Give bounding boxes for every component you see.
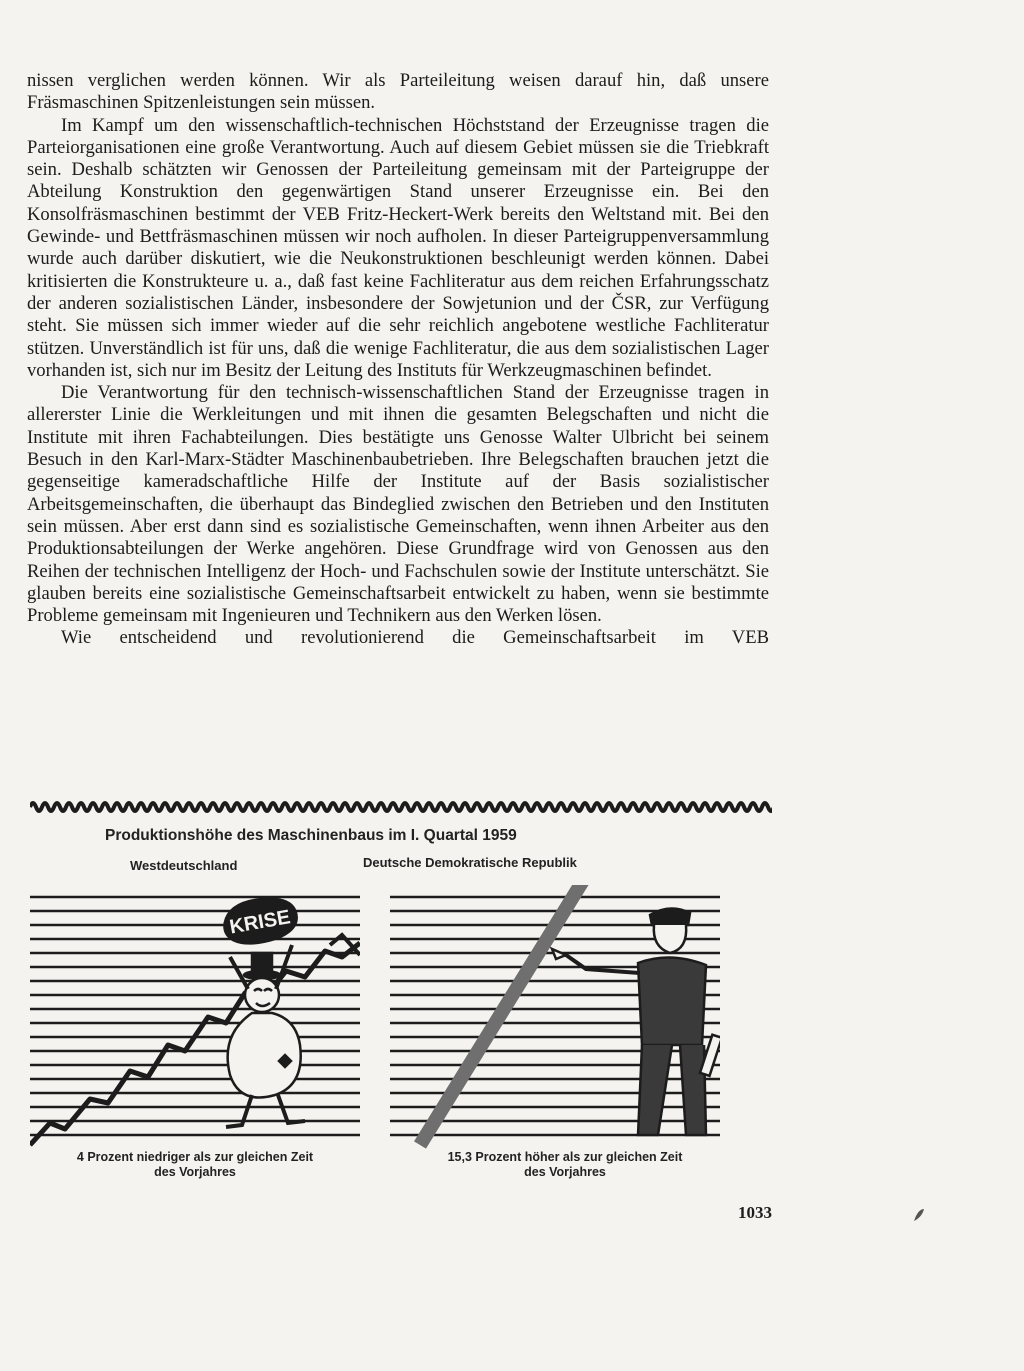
caption-west-line-2: des Vorjahres bbox=[154, 1165, 236, 1179]
body-text bbox=[27, 70, 769, 650]
paragraph-2: Im Kampf um den wissenschaftlich-technischen Höchststand der Erzeugnisse tragen die Parteiorganisationen eine große Verantwortung. Auch auf diesem Gebiet müssen sie die Triebkraft sein. Deshalb schätzten wir Genossen der Parteileitung gemeinsam mit der Parteigruppe der Abteilung Konstruktion den gegenwärtigen Stand unserer Erzeugnisse ein. Bei den Konsolfräsmaschinen bestimmt der VEB Fritz-Heckert-Werk bereits den Weltstand mit. Bei den Gewinde- und Bettfräsmaschinen müssen wir noch aufholen. In dieser Parteigruppenversammlung wurde auch darüber diskutiert, wie die Neukonstruktionen beschleunigt werden können. Dabei kritisierten die Konstrukteure u. a., daß fast keine Fachliteratur aus dem reichen Erfahrungsschatz der anderen sozialistischen Länder, insbesondere der Sowjetunion und der ČSR, zur Verfügung steht. Sie müssen sich immer wieder auf die sehr reichlich angebotene westliche Fachliteratur stützen. Unverständlich ist für uns, daß die wenige Fachliteratur, die aus dem sozialistischen Lager vorhanden ist, sich nur im Besitz der Leitung des Instituts für Werkzeugmaschinen befindet. bbox=[27, 114, 769, 381]
paragraph-3: Die Verantwortung für den technisch-wissenschaftlichen Stand der Erzeugnisse tragen in allererster Linie die Werkleitungen und mit ihnen die gesamten Belegschaften und nicht die Institute mit ihren Fachabteilungen. Dies bestätigte uns Genosse Walter Ulbricht bei seinem Besuch in den Karl-Marx-Städter Maschinenbaubetrieben. Ihre Belegschaften brauchen jetzt die gegenseitige kameradschaftliche Hilfe der Institute auf der Basis sozialistischer Arbeitsgemeinschaften, die überhaupt das Bindeglied zwischen den Betrieben und den Instituten sein müssen. Aber erst dann sind es sozialistische Gemeinschaften, wenn ihnen Arbeiter aus den Produktionsabteilungen der Werke angehören. Diese Grundfrage wird von Genossen aus den Reihen der technischen Intelligenz der Hoch- und Fachschulen sowie der Institute unterschätzt. Sie glauben bereits eine sozialistische Gemeinschaftsarbeit entwickelt zu haben, wenn sie bestimmte Probleme gemeinsam mit Ingenieuren und Technikern aus den Werken lösen. bbox=[27, 382, 769, 627]
panel-westdeutschland bbox=[30, 885, 360, 1150]
ink-mark-icon bbox=[912, 1207, 926, 1223]
wavy-divider bbox=[30, 795, 772, 819]
infographic-title: Produktionshöhe des Maschinenbaus im I. Quartal 1959 bbox=[105, 827, 517, 844]
caption-west-line-1: 4 Prozent niedriger als zur gleichen Zeit bbox=[76, 1150, 314, 1164]
caption-ddr-line-1: 15,3 Prozent höher als zur gleichen Zeit bbox=[447, 1150, 683, 1164]
west-trend-line bbox=[30, 943, 360, 1145]
label-westdeutschland: Westdeutschland bbox=[130, 858, 238, 873]
ddr-illustration bbox=[390, 885, 720, 1150]
caption-ddr-line-2: des Vorjahres bbox=[524, 1165, 606, 1179]
paragraph-1: nissen verglichen werden können. Wir als Parteileitung weisen darauf hin, daß unsere Fräsmaschinen Spitzenleistungen sein müssen. bbox=[27, 70, 769, 114]
caption-westdeutschland bbox=[30, 1150, 360, 1180]
west-illustration bbox=[30, 885, 360, 1150]
label-ddr: Deutsche Demokratische Republik bbox=[363, 855, 577, 870]
paragraph-4: Wie entscheidend und revolutionierend die Gemeinschaftsarbeit im VEB bbox=[61, 627, 769, 649]
krise-rock bbox=[219, 892, 301, 950]
caption-ddr bbox=[415, 1150, 715, 1180]
krise-text: KRISE bbox=[227, 906, 292, 939]
page-number: 1033 bbox=[738, 1203, 772, 1222]
panel-ddr bbox=[390, 885, 720, 1150]
production-infographic bbox=[30, 795, 772, 1195]
